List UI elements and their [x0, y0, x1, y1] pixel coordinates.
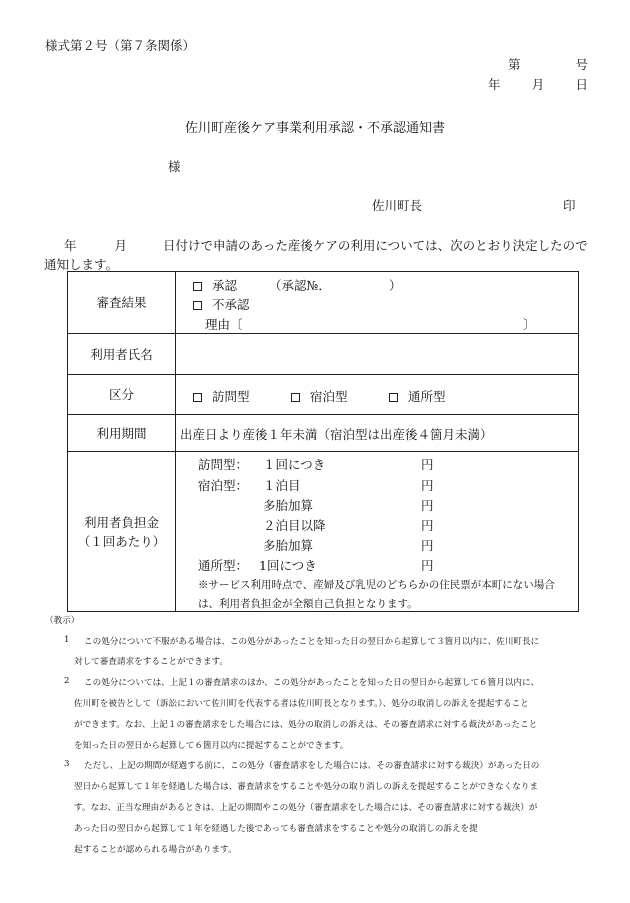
period-row: [68, 415, 578, 452]
fee-item: 多胎加算: [263, 498, 314, 513]
note-line: この処分について不服がある場合は、この処分があったことを知った日の翌日から起算して３箇月以内に、佐川町長に: [84, 637, 540, 647]
period-cell: [175, 415, 578, 451]
fee-type-daycare: 通所型：: [198, 558, 249, 573]
category-option-stay: [291, 387, 348, 405]
note-number: 3: [64, 759, 70, 769]
body-year: 年: [64, 238, 77, 253]
reason-open: 理由〔: [205, 317, 243, 332]
seal-mark: 印: [563, 198, 576, 213]
note-number: 1: [64, 635, 70, 645]
period-value: 出産日より産後１年未満（宿泊型は出産後４箇月未満）: [180, 427, 493, 442]
category-cell: [175, 375, 578, 414]
document-number-line: [508, 55, 588, 73]
addressee-suffix: 様: [168, 159, 181, 174]
issue-date-line: [488, 75, 588, 93]
period-label: 利用期間: [68, 415, 176, 451]
fee-label-sub: （１回あたり）: [77, 534, 166, 549]
fee-label: [68, 452, 176, 612]
date-year: 年: [488, 77, 501, 92]
fee-note-line-1: ※サービス利用時点で、産婦及び乳児のどちらかの住民票が本町にない場合: [198, 579, 555, 591]
instruction-label: （教示）: [45, 616, 80, 626]
note-line: 佐川町を被告として（訴訟において佐川町を代表する者は佐川町長となります。）、処分の取消しの訴えを提起すること: [74, 699, 529, 709]
user-name-row: [68, 334, 578, 375]
note-line: を知った日の翌日から起算して６箇月以内に提起することができます。: [74, 741, 349, 751]
user-name-cell[interactable]: [175, 334, 578, 374]
number-suffix: 号: [575, 57, 588, 72]
decision-table: [67, 271, 579, 612]
fee-label-main: 利用者負担金: [83, 515, 159, 530]
fee-note-line-2: は、利用者負担金が全額自己負担となります。: [198, 598, 418, 610]
fee-type-visit: 訪問型：: [198, 457, 249, 472]
note-number: 2: [64, 676, 70, 686]
approve-number-close: ）: [389, 278, 402, 293]
reason-close: 〕: [523, 317, 536, 332]
note-line: この処分については、上記１の審査請求のほか、この処分があったことを知った日の翌日から起算して６箇月以内に、: [84, 678, 540, 688]
category-option-visit: [193, 387, 250, 405]
visit-label: 訪問型: [212, 389, 250, 404]
reject-option: [193, 295, 250, 313]
note-line: 対して審査請求をすることができます。: [74, 657, 229, 667]
body-month: 月: [114, 238, 128, 253]
stay-label: 宿泊型: [310, 389, 348, 404]
notice-body: [44, 236, 589, 274]
approve-number: （承認№．: [269, 278, 331, 293]
fee-item: １泊目: [263, 478, 301, 493]
fee-unit: 円: [421, 538, 434, 553]
category-row: [68, 375, 578, 415]
stay-checkbox[interactable]: [291, 393, 300, 402]
category-option-daycare: [389, 387, 446, 405]
daycare-checkbox[interactable]: [389, 393, 398, 402]
fee-unit: 円: [421, 498, 434, 513]
approve-label: 承認: [212, 278, 238, 293]
note-line: 起することが認められる場合があります。: [74, 845, 237, 855]
fee-unit: 円: [421, 518, 434, 533]
category-label: 区分: [68, 375, 176, 414]
user-name-label: 利用者氏名: [68, 334, 176, 374]
fee-row: [68, 452, 578, 612]
review-cell: [175, 272, 578, 333]
note-line: す。なお、正当な理由があるときは、上記の期間やこの処分（審査請求をした場合には、その審査請求に対する裁決）が: [74, 803, 538, 813]
approve-option: [193, 276, 237, 294]
review-label: 審査結果: [68, 272, 176, 333]
document-title: 佐川町産後ケア事業利用承認・不承認通知書: [184, 121, 445, 136]
body-text: 日付けで申請のあった産後ケアの利用については、次のとおり決定したので通知します。: [44, 238, 588, 272]
number-prefix: 第: [508, 57, 521, 72]
approve-checkbox[interactable]: [193, 282, 202, 291]
fee-item: 1回につき: [259, 558, 317, 573]
reject-label: 不承認: [212, 297, 250, 312]
note-line: 翌日から起算して１年を経過した場合は、審査請求をすることや処分の取り消しの訴えを提起することができなくなりま: [74, 782, 539, 792]
date-day: 日: [575, 77, 588, 92]
fee-item: １回につき: [263, 457, 326, 472]
fee-cell: [175, 452, 578, 612]
fee-item: 多胎加算: [263, 538, 314, 553]
review-row: [68, 272, 578, 334]
form-label: 様式第２号（第７条関係）: [45, 38, 196, 53]
fee-unit: 円: [421, 478, 434, 493]
note-line: あった日の翌日から起算して１年を経過した後であっても審査請求をすることや処分の取消しの訴えを提: [74, 824, 478, 834]
fee-unit: 円: [421, 558, 434, 573]
fee-item: ２泊目以降: [263, 518, 326, 533]
issuer-name: 佐川町長: [372, 198, 423, 213]
note-line: ただし、上記の期間が経過する前に、この処分（審査請求をした場合には、その審査請求に対する裁決）があった日の: [84, 761, 540, 771]
fee-unit: 円: [421, 457, 434, 472]
visit-checkbox[interactable]: [193, 393, 202, 402]
note-line: ができます。なお、上記１の審査請求をした場合には、処分の取消しの訴えは、その審査請求に対する裁決があったこと: [74, 720, 538, 730]
daycare-label: 通所型: [408, 389, 446, 404]
date-month: 月: [531, 77, 545, 92]
fee-type-stay: 宿泊型：: [198, 478, 249, 493]
reject-checkbox[interactable]: [193, 301, 202, 310]
